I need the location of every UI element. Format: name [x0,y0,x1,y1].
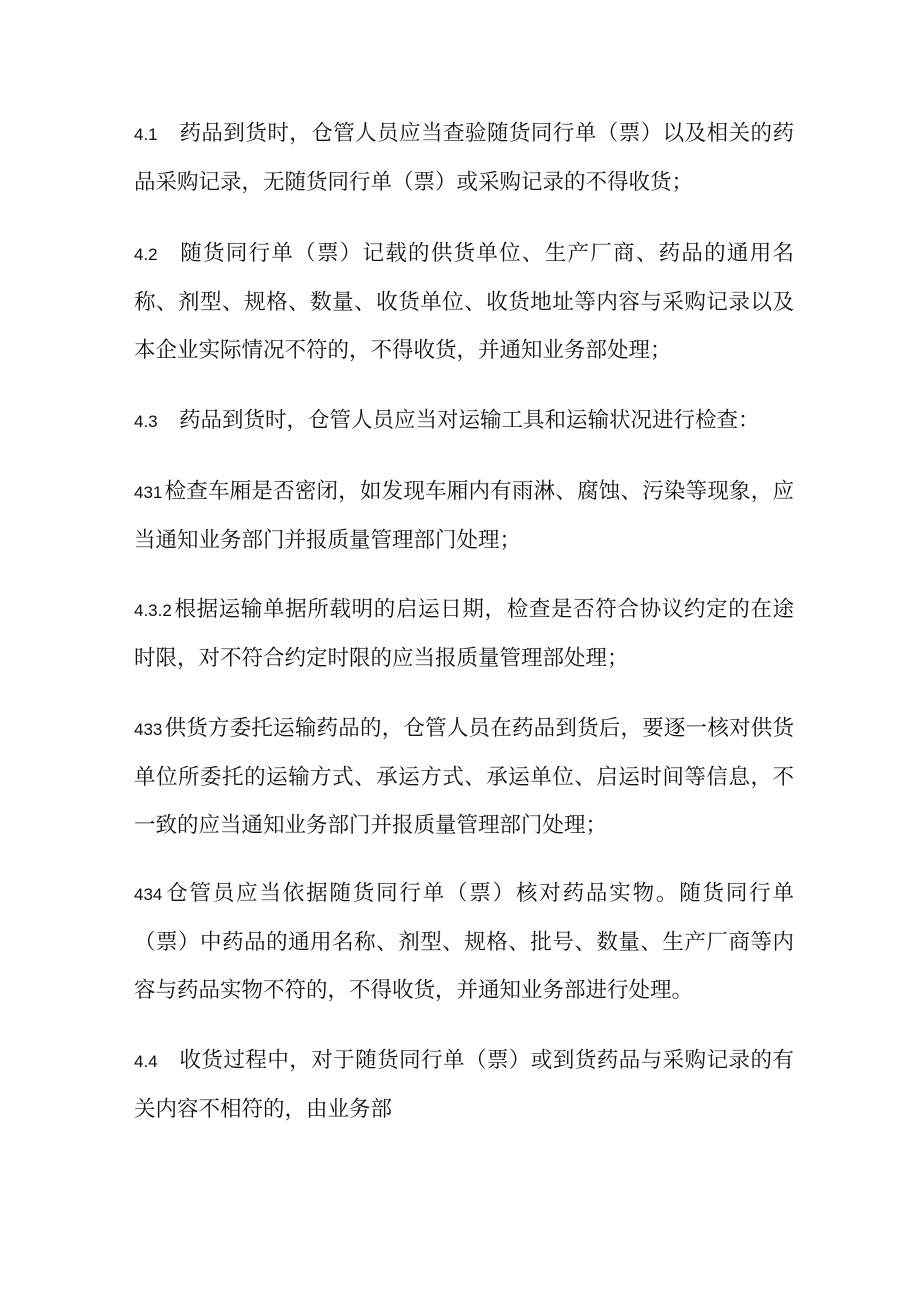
clause-text: 供货方委托运输药品的，仓管人员在药品到货后，要逐一核对供货单位所委托的运输方式、承运方式、承运单位、启运时间等信息，不一致的应当通知业务部门并报质量管理部门处理； [134,716,794,838]
clause-text: 检查车厢是否密闭，如发现车厢内有雨淋、腐蚀、污染等现象，应当通知业务部门并报质量管理部门处理； [134,479,794,553]
paragraph-4-3-4 [134,870,794,1015]
clause-text: 收货过程中，对于随货同行单（票）或到货药品与采购记录的有关内容不相符的，由业务部 [134,1048,794,1122]
clause-text: 根据运输单据所载明的启运日期，检查是否符合协议约定的在途时限，对不符合约定时限的应当报质量管理部处理； [134,597,794,671]
paragraph-4-3-1 [134,468,794,565]
clause-number: 4.1 [134,125,158,144]
paragraph-4-3 [134,397,794,446]
clause-number: 433 [134,720,163,739]
paragraph-4-1 [134,110,794,207]
clause-number: 4.3.2 [134,601,172,620]
clause-text: 药品到货时，仓管人员应当对运输工具和运输状况进行检查： [179,408,760,433]
paragraph-4-2 [134,230,794,375]
clause-number: 4.3 [134,412,158,431]
clause-number: 431 [134,483,163,502]
clause-text: 随货同行单（票）记载的供货单位、生产厂商、药品的通用名称、剂型、规格、数量、收货单位、收货地址等内容与采购记录以及本企业实际情况不符的，不得收货，并通知业务部处理； [134,241,794,363]
paragraph-4-3-2 [134,586,794,683]
clause-text: 药品到货时，仓管人员应当查验随货同行单（票）以及相关的药品采购记录，无随货同行单（票）或采购记录的不得收货； [134,121,794,195]
clause-text: 仓管员应当依据随货同行单（票）核对药品实物。随货同行单（票）中药品的通用名称、剂型、规格、批号、数量、生产厂商等内容与药品实物不符的，不得收货，并通知业务部进行处理。 [134,881,794,1003]
paragraph-4-4 [134,1037,794,1134]
paragraph-4-3-3 [134,705,794,850]
clause-number: 4.4 [134,1052,158,1071]
clause-number: 4.2 [134,245,158,264]
clause-number: 434 [134,885,163,904]
